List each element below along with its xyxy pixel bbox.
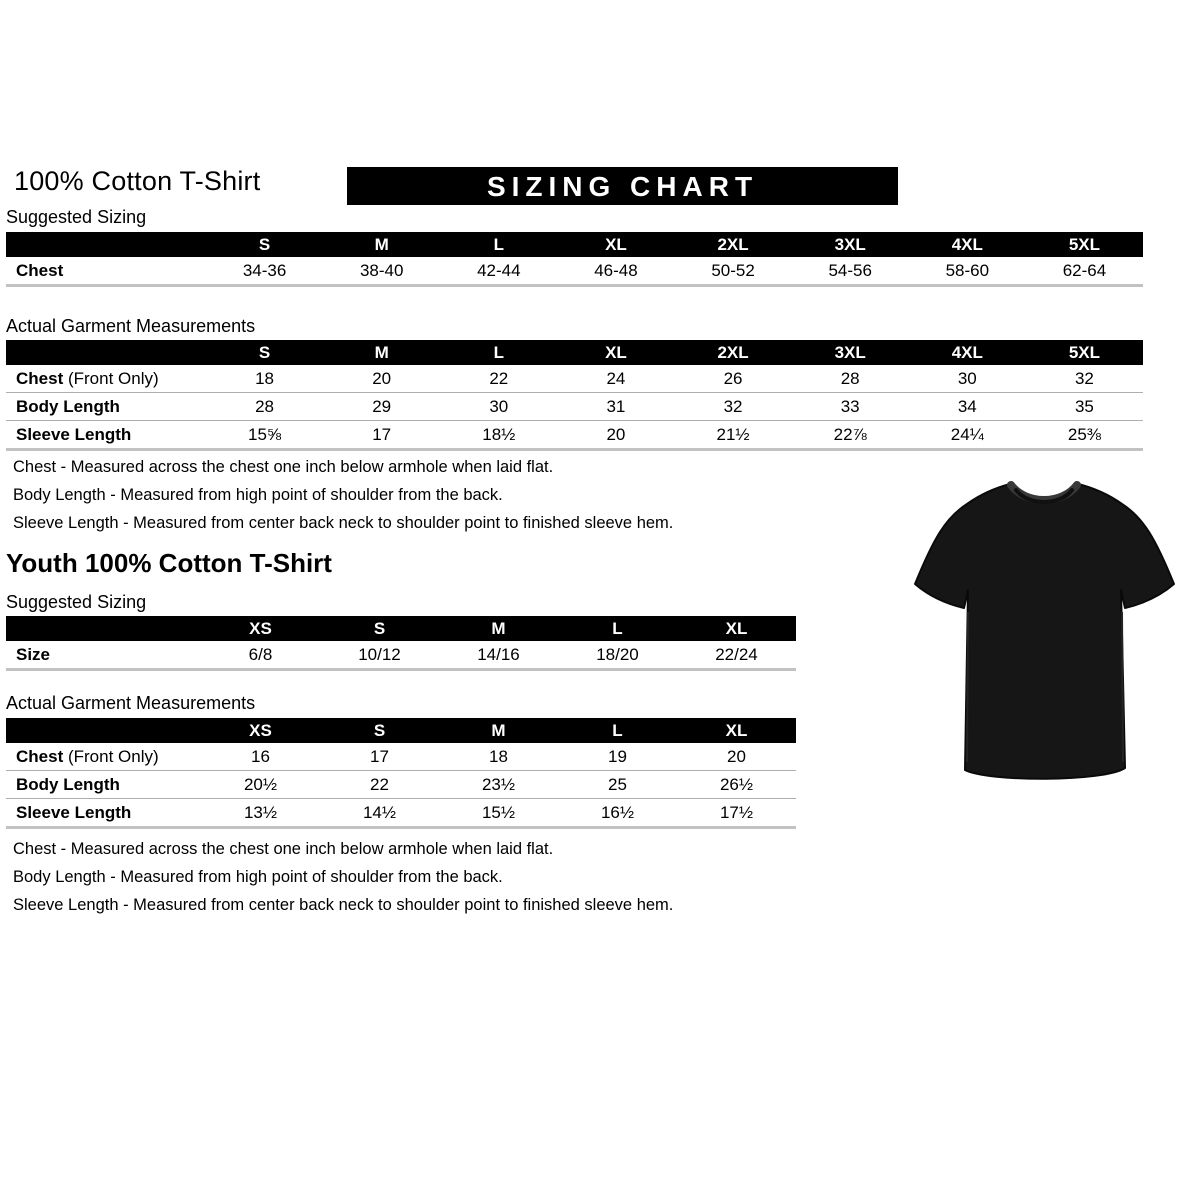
size-cell: 62-64 bbox=[1026, 257, 1143, 286]
size-cell: 20 bbox=[323, 365, 440, 393]
youth-title: Youth 100% Cotton T-Shirt bbox=[6, 548, 332, 578]
col-header: M bbox=[323, 232, 440, 257]
size-cell: 6/8 bbox=[201, 641, 320, 670]
col-header: 3XL bbox=[792, 340, 909, 365]
col-header: L bbox=[558, 616, 677, 641]
size-cell: 26 bbox=[675, 365, 792, 393]
table-row bbox=[6, 365, 1143, 393]
header-row bbox=[6, 340, 1143, 365]
size-cell: 25⅜ bbox=[1026, 421, 1143, 450]
size-cell: 54-56 bbox=[792, 257, 909, 286]
adult-garment-table bbox=[6, 340, 1143, 451]
size-cell: 20½ bbox=[201, 771, 320, 799]
table-row bbox=[6, 641, 796, 670]
table-row bbox=[6, 257, 1143, 286]
size-cell: 21½ bbox=[675, 421, 792, 450]
size-cell: 25 bbox=[558, 771, 677, 799]
row-label-text: Chest bbox=[16, 260, 64, 280]
table-row bbox=[6, 799, 796, 828]
note-body-length: Body Length - Measured from high point of shoulder from the back. bbox=[13, 868, 503, 886]
col-header: 4XL bbox=[909, 232, 1026, 257]
row-label-text: Size bbox=[16, 644, 51, 664]
adult-measurement-notes bbox=[13, 459, 673, 543]
header-spacer bbox=[6, 340, 206, 365]
row-label-text: Body Length bbox=[16, 774, 120, 794]
size-cell: 30 bbox=[440, 393, 557, 421]
size-cell: 15½ bbox=[439, 799, 558, 828]
size-cell: 28 bbox=[792, 365, 909, 393]
col-header: L bbox=[558, 718, 677, 743]
table-row bbox=[6, 393, 1143, 421]
size-cell: 28 bbox=[206, 393, 323, 421]
col-header: 2XL bbox=[675, 340, 792, 365]
col-header: S bbox=[206, 232, 323, 257]
col-header: 2XL bbox=[675, 232, 792, 257]
size-cell: 46-48 bbox=[557, 257, 674, 286]
row-label-text: Body Length bbox=[16, 396, 120, 416]
row-label bbox=[6, 799, 201, 828]
size-cell: 20 bbox=[557, 421, 674, 450]
youth-measurement-notes bbox=[13, 841, 673, 925]
size-cell: 18/20 bbox=[558, 641, 677, 670]
adult-garment-label: Actual Garment Measurements bbox=[6, 316, 256, 336]
header-spacer bbox=[6, 616, 201, 641]
size-cell: 17 bbox=[320, 743, 439, 771]
size-cell: 26½ bbox=[677, 771, 796, 799]
header-row bbox=[6, 718, 796, 743]
size-cell: 29 bbox=[323, 393, 440, 421]
size-cell: 10/12 bbox=[320, 641, 439, 670]
row-label bbox=[6, 421, 206, 450]
size-cell: 35 bbox=[1026, 393, 1143, 421]
col-header: S bbox=[320, 718, 439, 743]
col-header: 4XL bbox=[909, 340, 1026, 365]
size-cell: 22⅞ bbox=[792, 421, 909, 450]
col-header: M bbox=[439, 616, 558, 641]
col-header: XS bbox=[201, 718, 320, 743]
youth-garment-table bbox=[6, 718, 796, 829]
size-cell: 22 bbox=[440, 365, 557, 393]
col-header: M bbox=[323, 340, 440, 365]
col-header: XL bbox=[677, 718, 796, 743]
size-cell: 18½ bbox=[440, 421, 557, 450]
size-cell: 17½ bbox=[677, 799, 796, 828]
size-cell: 33 bbox=[792, 393, 909, 421]
size-cell: 15⅝ bbox=[206, 421, 323, 450]
note-chest: Chest - Measured across the chest one inch below armhole when laid flat. bbox=[13, 840, 554, 858]
size-cell: 22 bbox=[320, 771, 439, 799]
size-cell: 16 bbox=[201, 743, 320, 771]
youth-garment-label: Actual Garment Measurements bbox=[6, 693, 256, 713]
youth-suggested-label: Suggested Sizing bbox=[6, 592, 147, 612]
adult-title: 100% Cotton T-Shirt bbox=[14, 166, 261, 196]
youth-suggested-table bbox=[6, 616, 796, 671]
adult-suggested-table bbox=[6, 232, 1143, 287]
col-header: S bbox=[320, 616, 439, 641]
note-sleeve-length: Sleeve Length - Measured from center back neck to shoulder point to finished sleeve hem. bbox=[13, 514, 674, 532]
table-row bbox=[6, 421, 1143, 450]
note-chest: Chest - Measured across the chest one inch below armhole when laid flat. bbox=[13, 458, 554, 476]
sizing-chart-banner: SIZING CHART bbox=[347, 167, 898, 205]
size-cell: 22/24 bbox=[677, 641, 796, 670]
size-cell: 50-52 bbox=[675, 257, 792, 286]
size-cell: 34-36 bbox=[206, 257, 323, 286]
row-label bbox=[6, 365, 206, 393]
col-header: XS bbox=[201, 616, 320, 641]
size-cell: 58-60 bbox=[909, 257, 1026, 286]
row-label bbox=[6, 743, 201, 771]
size-cell: 13½ bbox=[201, 799, 320, 828]
col-header: L bbox=[440, 340, 557, 365]
header-spacer bbox=[6, 232, 206, 257]
col-header: S bbox=[206, 340, 323, 365]
size-cell: 32 bbox=[675, 393, 792, 421]
row-label-text: Sleeve Length bbox=[16, 802, 132, 822]
row-label-suffix: (Front Only) bbox=[63, 368, 159, 388]
col-header: 5XL bbox=[1026, 232, 1143, 257]
row-label-text: Chest bbox=[16, 746, 64, 766]
header-row bbox=[6, 232, 1143, 257]
row-label-text: Sleeve Length bbox=[16, 424, 132, 444]
size-cell: 17 bbox=[323, 421, 440, 450]
tshirt-image bbox=[898, 472, 1190, 810]
size-cell: 24 bbox=[557, 365, 674, 393]
col-header: 5XL bbox=[1026, 340, 1143, 365]
size-cell: 38-40 bbox=[323, 257, 440, 286]
size-cell: 42-44 bbox=[440, 257, 557, 286]
col-header: L bbox=[440, 232, 557, 257]
header-spacer bbox=[6, 718, 201, 743]
size-cell: 18 bbox=[206, 365, 323, 393]
adult-suggested-label: Suggested Sizing bbox=[6, 207, 147, 227]
note-body-length: Body Length - Measured from high point of shoulder from the back. bbox=[13, 486, 503, 504]
size-cell: 18 bbox=[439, 743, 558, 771]
size-cell: 14½ bbox=[320, 799, 439, 828]
size-cell: 20 bbox=[677, 743, 796, 771]
col-header: XL bbox=[557, 340, 674, 365]
size-cell: 23½ bbox=[439, 771, 558, 799]
note-sleeve-length: Sleeve Length - Measured from center back neck to shoulder point to finished sleeve hem. bbox=[13, 896, 674, 914]
header-row bbox=[6, 616, 796, 641]
size-cell: 19 bbox=[558, 743, 677, 771]
row-label bbox=[6, 641, 201, 670]
size-cell: 31 bbox=[557, 393, 674, 421]
table-row bbox=[6, 743, 796, 771]
row-label bbox=[6, 771, 201, 799]
col-header: 3XL bbox=[792, 232, 909, 257]
size-cell: 32 bbox=[1026, 365, 1143, 393]
size-cell: 16½ bbox=[558, 799, 677, 828]
size-cell: 24¼ bbox=[909, 421, 1026, 450]
col-header: M bbox=[439, 718, 558, 743]
size-cell: 34 bbox=[909, 393, 1026, 421]
table-row bbox=[6, 771, 796, 799]
col-header: XL bbox=[677, 616, 796, 641]
size-cell: 30 bbox=[909, 365, 1026, 393]
row-label bbox=[6, 393, 206, 421]
row-label-suffix: (Front Only) bbox=[63, 746, 159, 766]
col-header: XL bbox=[557, 232, 674, 257]
tshirt-silhouette bbox=[898, 472, 1190, 810]
row-label-text: Chest bbox=[16, 368, 64, 388]
row-label bbox=[6, 257, 206, 286]
size-cell: 14/16 bbox=[439, 641, 558, 670]
